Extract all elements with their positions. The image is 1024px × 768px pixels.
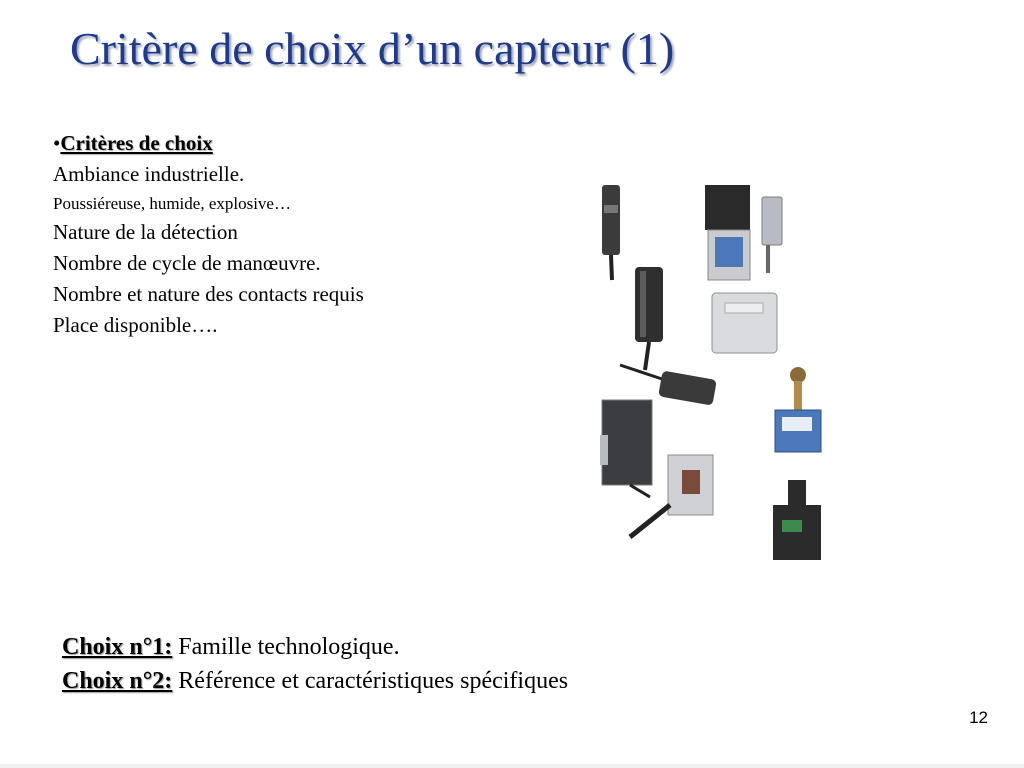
bottom-divider xyxy=(0,764,1024,768)
photoelectric-sensor-image xyxy=(600,400,652,497)
choices-block xyxy=(62,630,568,698)
choice-label: Choix n°2: xyxy=(62,668,173,694)
square-sensor-image xyxy=(712,293,777,353)
criteria-line: Nombre de cycle de manœuvre. xyxy=(53,251,321,275)
criteria-heading-line xyxy=(53,128,364,159)
bullet-marker: • xyxy=(53,131,61,155)
criteria-line: Nature de la détection xyxy=(53,220,238,244)
criteria-line: Nombre et nature des contacts requis xyxy=(53,282,364,306)
cylindrical-sensor-image xyxy=(602,185,620,280)
choice-text: Famille technologique. xyxy=(172,634,400,660)
limit-switch-black-image xyxy=(773,480,821,560)
cylindrical-sensor-large-image xyxy=(635,267,663,370)
sensors-photo xyxy=(590,175,840,570)
choice-text: Référence et caractéristiques spécifiques xyxy=(172,668,569,694)
criteria-line: Ambiance industrielle. xyxy=(53,162,245,186)
criteria-line: Poussiéreuse, humide, explosive… xyxy=(53,194,291,213)
choice-line xyxy=(62,664,568,698)
slide-title: Critère de choix d’un capteur (1) xyxy=(70,23,675,74)
box-sensor-image xyxy=(705,185,750,280)
page-number: 12 xyxy=(969,708,988,727)
metal-cylinder-image xyxy=(762,197,782,273)
criteria-line: Place disponible…. xyxy=(53,313,218,337)
criteria-heading: Critères de choix xyxy=(60,131,213,155)
limit-switch-image xyxy=(775,367,821,452)
criteria-list xyxy=(53,128,364,341)
choice-line xyxy=(62,630,568,664)
choice-label: Choix n°1: xyxy=(62,634,173,660)
